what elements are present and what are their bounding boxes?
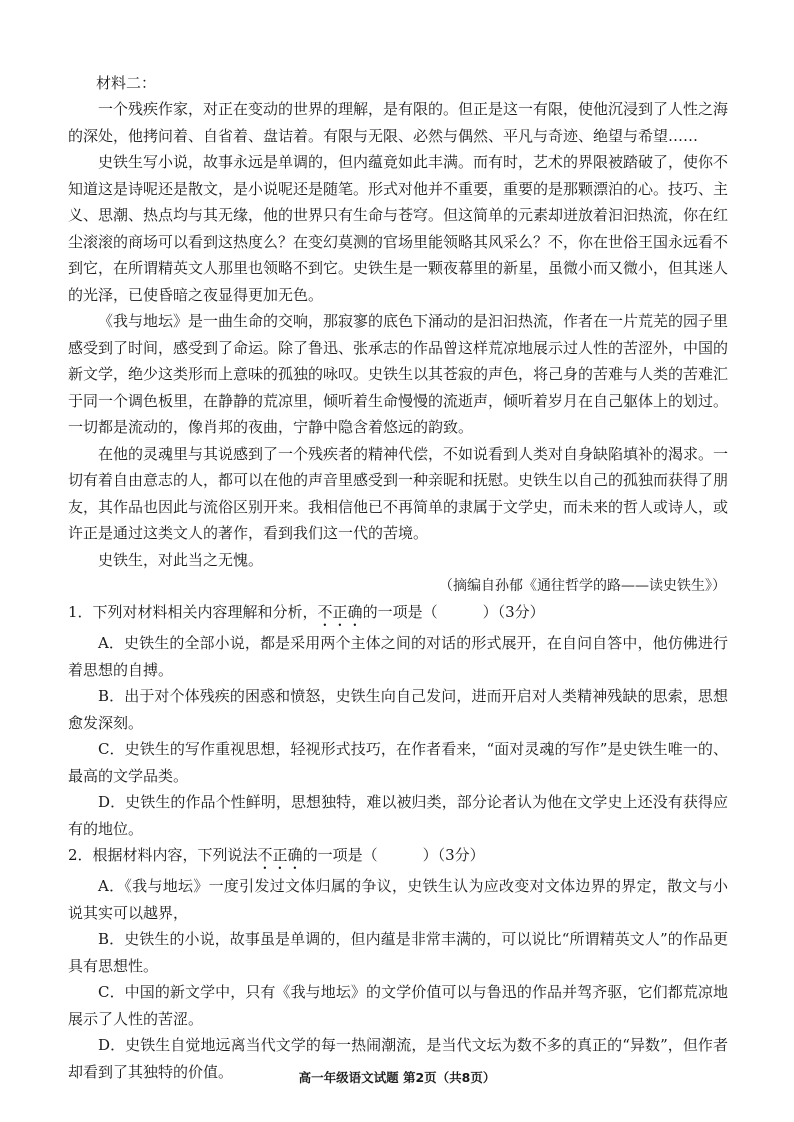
page-content bbox=[68, 70, 728, 1085]
page-footer: 高一年级语文试题 第2页（共8页） bbox=[298, 1070, 496, 1085]
question-1-stem bbox=[68, 599, 728, 630]
question-1-option-c: C．史铁生的写作重视思想，轻视形式技巧，在作者看来，“面对灵魂的写作”是史铁生唯一的、最高的文学品类。 bbox=[68, 740, 728, 785]
material-heading: 材料二： bbox=[96, 74, 157, 92]
question-2-option-c: C．中国的新文学中，只有《我与地坛》的文学价值可以与鲁迅的作品并驾齐驱，它们都荒凉地展示了人性的苦涩。 bbox=[68, 983, 728, 1028]
question-2-option-a: A．《我与地坛》一度引发过文体归属的争议，史铁生认为应改变对文体边界的界定，散文与小说其实可以越界， bbox=[68, 877, 728, 922]
question-1-option-b: B．出于对个体残疾的困惑和愤怒，史铁生向自己发问，进而开启对人类精神残缺的思索，思想愈发深刻。 bbox=[68, 687, 728, 732]
question-1-emphasis: 不正确 bbox=[317, 603, 363, 621]
question-2-emphasis: 不正确 bbox=[257, 846, 303, 864]
question-2-option-d: D．史铁生自觉地远离当代文学的每一热闹潮流，是当代文坛为数不多的真正的“异数”，但作者却看到了其独特的价值。 bbox=[68, 1036, 728, 1081]
material-paragraph-4: 在他的灵魂里与其说感到了一个残疾者的精神代偿，不如说看到人类对自身缺陷填补的渴求。一切有着自由意志的人，都可以在他的声音里感受到一种亲昵和抚慰。史铁生以自己的孤独而获得了朋友，其作品也因此与流俗区别开来。我相信他已不再简单的隶属于文学史，而未来的哲人或诗人，或许正是通过这类文人的著作，看到我们这一代的苦境。 bbox=[68, 444, 729, 542]
question-1-stem-after: 的一项是（ ） bbox=[362, 603, 498, 621]
question-1-stem-before: 1．下列对材料相关内容理解和分析， bbox=[68, 603, 318, 621]
question-2-stem-before: 2．根据材料内容，下列说法 bbox=[68, 846, 258, 864]
material-paragraph-5: 史铁生，对此当之无愧。 bbox=[98, 550, 264, 569]
question-2-option-b: B．史铁生的小说，故事虽是单调的，但内蕴是非常丰满的，可以说比“所谓精英文人”的作品更具有思想性。 bbox=[68, 930, 728, 975]
material-paragraph-2: 史铁生写小说，故事永远是单调的，但内蕴竟如此丰满。而有时，艺术的界限被踏破了，使你不知道这是诗呢还是散文，是小说呢还是随笔。形式对他并不重要，重要的是那颗漂泊的心。技巧、主义、思潮、热点均与其无缘，他的世界只有生命与苍穹。但这简单的元素却迸放着汩汩热流，你在红尘滚滚的商场可以看到这热度么？在变幻莫测的官场里能领略其风采么？不，你在世俗王国永远看不到它，在所谓精英文人那里也领略不到它。史铁生是一颗夜幕里的新星，虽微小而又微小，但其迷人的光泽，已使昏暗之夜显得更加无色。 bbox=[68, 153, 729, 304]
material-source: （摘编自孙郁《通往哲学的路——读史铁生》） bbox=[439, 578, 726, 594]
question-1-option-d: D．史铁生的作品个性鲜明，思想独特，难以被归类，部分论者认为他在文学史上还没有获得应有的地位。 bbox=[68, 793, 728, 838]
question-2-stem-after: 的一项是（ ） bbox=[302, 846, 438, 864]
question-1-score: （3分） bbox=[497, 603, 545, 621]
material-paragraph-1: 一个残疾作家，对正在变动的世界的理解，是有限的。但正是这一有限，使他沉浸到了人性之海的深处，他拷问着、自省着、盘诘着。有限与无限、必然与偶然、平凡与奇迹、绝望与希望…… bbox=[68, 100, 729, 145]
question-1-option-a: A．史铁生的全部小说，都是采用两个主体之间的对话的形式展开，在自问自答中，他仿佛进行着思想的自搏。 bbox=[68, 634, 728, 679]
question-2-score: （3分） bbox=[437, 846, 485, 864]
material-paragraph-3: 《我与地坛》是一曲生命的交响，那寂寥的底色下涌动的是汩汩热流，作者在一片荒芜的园子里感受到了时间，感受到了命运。除了鲁迅、张承志的作品曾这样荒凉地展示过人性的苦涩外，中国的新文学，绝少这类形而上意味的孤独的咏叹。史铁生以其苍寂的声色，将己身的苦难与人类的苦难汇于同一个调色板里，在静静的荒凉里，倾听着生命慢慢的流逝声，倾听着岁月在自己躯体上的划过。一切都是流动的，像肖邦的夜曲，宁静中隐含着悠远的韵致。 bbox=[68, 312, 729, 436]
question-2-stem bbox=[68, 842, 728, 873]
